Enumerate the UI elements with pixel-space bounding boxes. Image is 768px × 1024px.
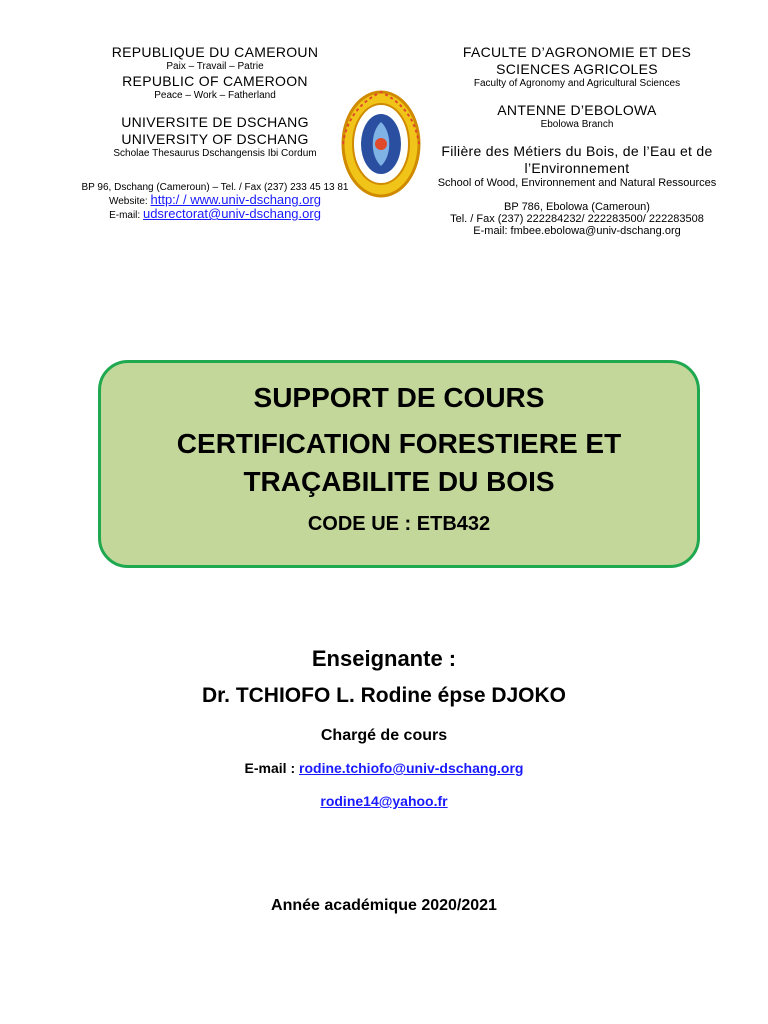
email-link[interactable]: udsrectorat@univ-dschang.org [142,206,321,221]
teacher-label: Enseignante : [311,646,457,671]
branch-fr: ANTENNE D’EBOLOWA [497,102,657,118]
faculty-fr: FACULTE D’AGRONOMIE ET DES SCIENCES AGRICOLES [462,44,692,77]
branch-en: Ebolowa Branch [540,119,614,130]
faculty-email: E-mail: fmbee.ebolowa@univ-dschang.org [473,225,681,237]
right-header [432,44,722,237]
teacher-email2-line [0,793,768,809]
academic-year: Année académique 2020/2021 [271,897,497,914]
motto-en: Peace – Work – Fatherland [154,90,276,101]
left-header [80,44,350,222]
university-seal-icon [340,88,422,200]
faculty-address: BP 786, Ebolowa (Cameroun) [504,201,650,213]
university-fr: UNIVERSITE DE DSCHANG [121,114,309,130]
teacher-email-line [0,760,768,776]
faculty-en: Faculty of Agronomy and Agricultural Sciences [473,78,681,89]
country-en: REPUBLIC OF CAMEROON [122,73,308,89]
motto-fr: Paix – Travail – Patrie [166,61,264,72]
website-link[interactable]: http:/ / www.univ-dschang.org [150,192,322,207]
university-motto: Scholae Thesaurus Dschangensis Ibi Cordum [113,148,317,159]
school-en: School of Wood, Environnement and Natural Ressources [437,177,717,189]
course-code: CODE UE : ETB432 [307,513,491,535]
course-subject-line1: CERTIFICATION FORESTIERE ET [176,428,622,459]
teacher-email-label: E-mail : [244,760,296,776]
faculty-tel: Tel. / Fax (237) 222284232/ 222283500/ 222283508 [450,213,704,225]
course-subject-line2: TRAÇABILITE DU BOIS [243,466,555,497]
email-label: E-mail: [109,210,141,221]
university-en: UNIVERSITY OF DSCHANG [121,131,309,147]
country-fr: REPUBLIQUE DU CAMEROUN [111,44,319,60]
university-address: BP 96, Dschang (Cameroun) – Tel. / Fax (237) 233 45 13 81 [81,182,349,193]
teacher-email-link[interactable]: rodine.tchiofo@univ-dschang.org [299,760,524,776]
course-title-box [98,360,700,568]
teacher-name: Dr. TCHIOFO L. Rodine épse DJOKO [201,684,567,707]
school-fr: Filière des Métiers du Bois, de l’Eau et de l’Environnement [441,143,713,176]
university-email [80,208,350,222]
teacher-role: Chargé de cours [320,727,448,744]
website-label: Website: [108,196,148,207]
course-subject [101,425,697,501]
teacher-email2-link[interactable]: rodine14@yahoo.fr [320,793,448,809]
course-support-title: SUPPORT DE COURS [253,382,545,413]
